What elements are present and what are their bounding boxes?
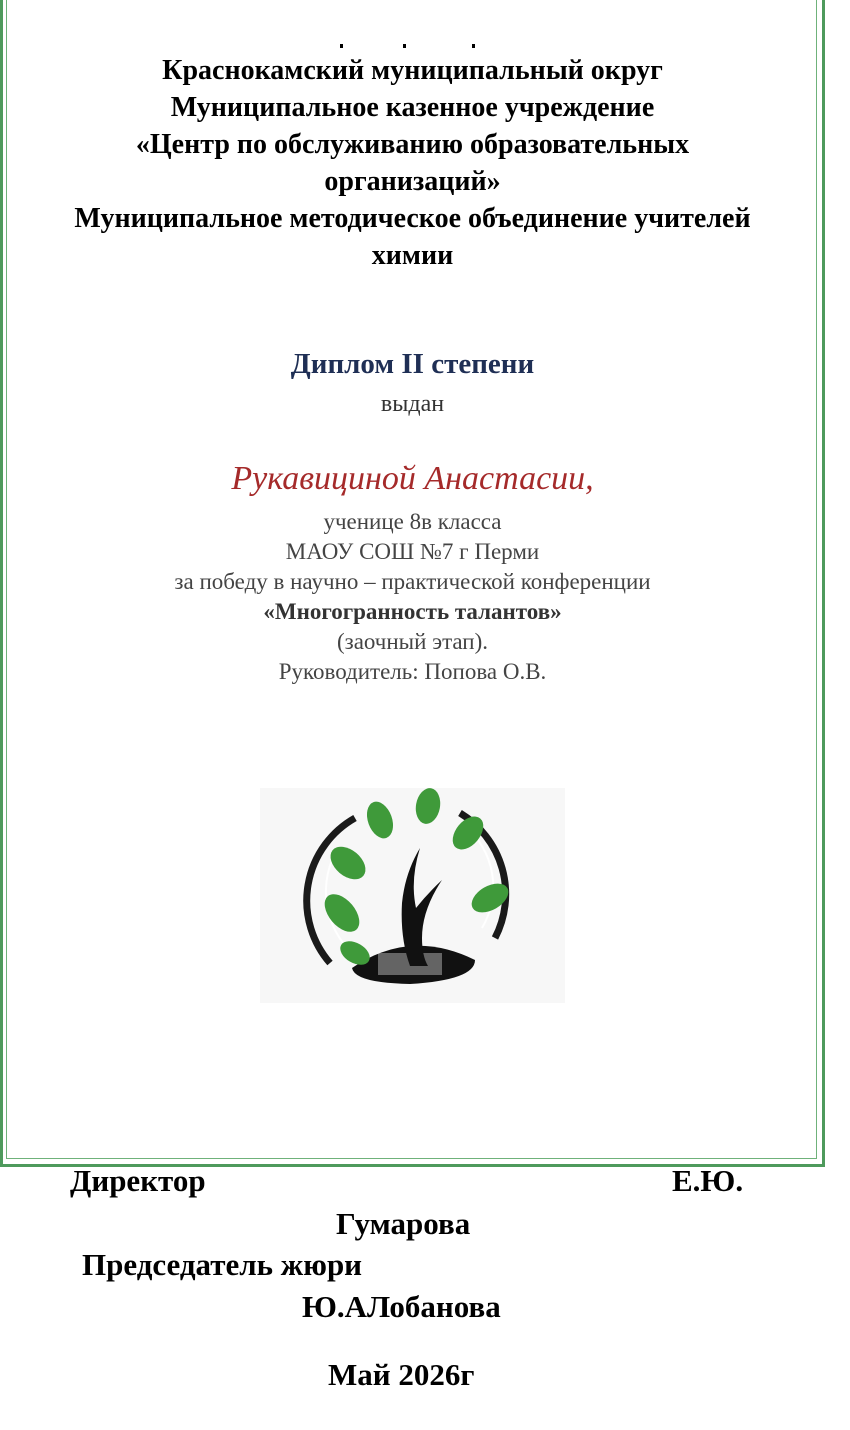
jury-chair-label: Председатель жюри	[82, 1247, 363, 1282]
header-line: организаций»	[324, 166, 501, 197]
director-surname: Гумарова	[336, 1206, 471, 1241]
recipient-name: Рукавициной Анастасии,	[231, 460, 594, 497]
director-initials: Е.Ю.	[672, 1163, 744, 1198]
conference-stage: (заочный этап).	[336, 629, 489, 654]
supervisor: Руководитель: Попова О.В.	[278, 659, 547, 684]
header-line: «Центр по обслуживанию образовательных	[135, 129, 690, 160]
header-line: Муниципальное казенное учреждение	[170, 92, 655, 123]
header-line: химии	[371, 240, 454, 271]
header-line: Краснокамский муниципальный округ	[162, 55, 663, 86]
jury-chair-name: Ю.АЛобанова	[302, 1289, 501, 1324]
issuer-header	[0, 52, 825, 274]
recipient-class: ученице 8в класса	[323, 509, 502, 534]
award-reason: за победу в научно – практической конференции	[174, 569, 651, 594]
tree-logo-icon	[260, 788, 565, 1003]
conference-name: «Многогранность талантов»	[263, 599, 562, 624]
recipient-school: МАОУ СОШ №7 г Перми	[285, 539, 540, 564]
issued-label: выдан	[380, 391, 445, 417]
award-details	[0, 507, 825, 687]
award-date: Май 2026г	[328, 1357, 475, 1392]
diploma-title: Диплом II степени	[290, 348, 535, 380]
header-line: Муниципальное методическое объединение учителей	[74, 203, 751, 234]
clipped-text-remnant	[330, 44, 480, 48]
director-label: Директор	[70, 1163, 206, 1198]
